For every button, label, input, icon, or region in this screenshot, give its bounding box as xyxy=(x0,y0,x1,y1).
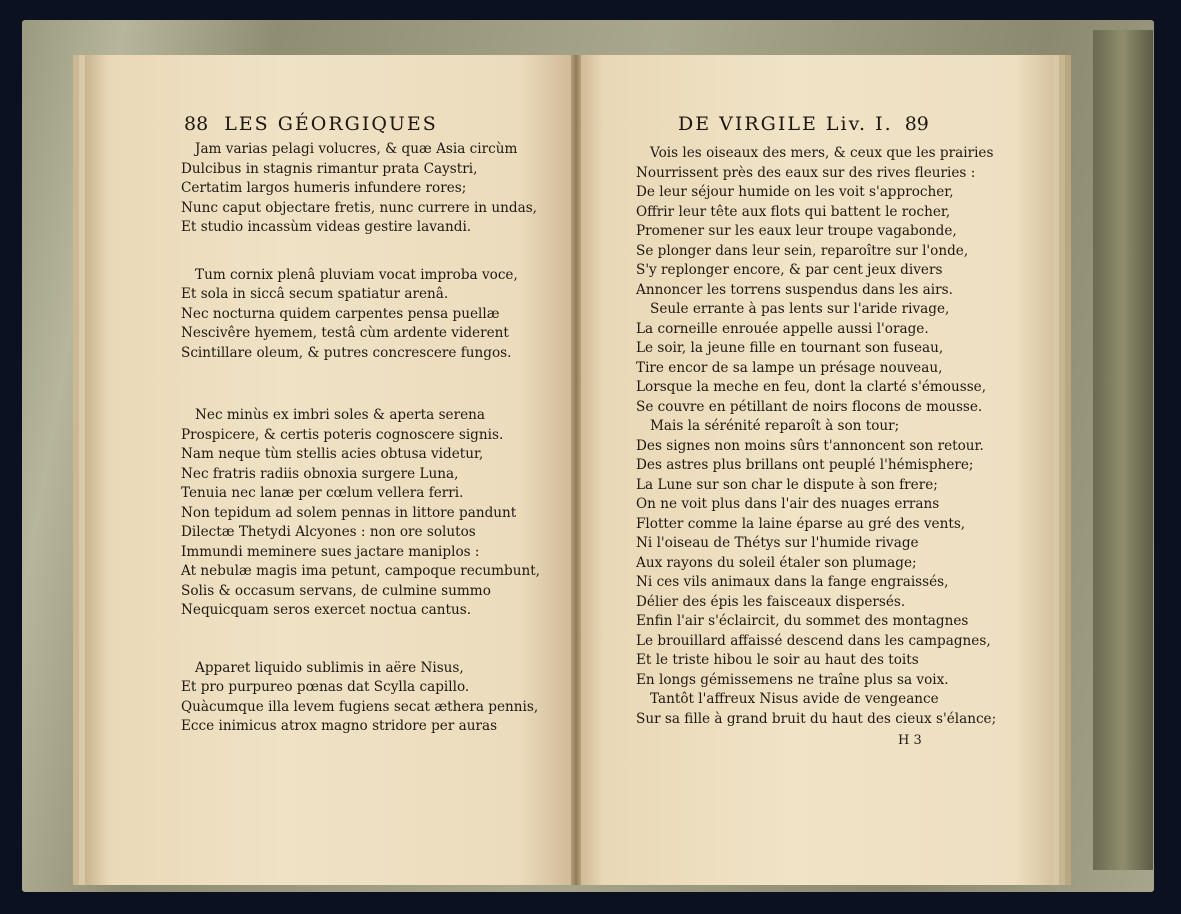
verse-line: S'y replonger encore, & par cent jeux divers xyxy=(636,262,943,278)
verse-line: Flotter comme la laine éparse au gré des vents, xyxy=(636,515,966,532)
verse-line: Quàcumque illa levem fugiens secat æthera pennis, xyxy=(181,698,539,715)
verse-line: Lorsque la meche en feu, dont la clarté s'émousse, xyxy=(636,379,987,395)
verse-line: La Lune sur son char le dispute à son frere; xyxy=(636,476,938,493)
verse-line: Certatim largos humeris infundere rores; xyxy=(181,180,467,196)
verse-line: Dulcibus in stagnis rimantur prata Caystri, xyxy=(181,160,478,177)
verse-line: Le brouillard affaissé descend dans les campagnes, xyxy=(636,632,991,649)
verse-line: Nec minùs ex imbri soles & aperta serena xyxy=(195,407,485,423)
verse-line: Enfin l'air s'éclaircit, du sommet des montagnes xyxy=(636,613,969,629)
verse-line: De leur séjour humide on les voit s'approcher, xyxy=(636,184,954,200)
verse-line: Tire encor de sa lampe un présage nouveau, xyxy=(636,359,943,376)
verse-line: Mais la sérénité reparoît à son tour; xyxy=(650,418,900,434)
left-text-block xyxy=(181,140,540,737)
signature-mark: H 3 xyxy=(898,733,922,748)
verse-line: Nourrissent près des eaux sur des rives fleuries : xyxy=(636,164,976,181)
verse-line: Tantôt l'affreux Nisus avide de vengeance xyxy=(650,691,939,707)
verse-line: Ni ces vils animaux dans la fange engraissés, xyxy=(636,574,949,590)
latin-stanza-1 xyxy=(181,140,540,238)
right-page-header xyxy=(678,113,929,135)
verse-line: Offrir leur tête aux flots qui battent le rocher, xyxy=(636,203,951,220)
verse-line: En longs gémissemens ne traîne plus sa voix. xyxy=(636,671,949,688)
verse-line: Immundi meminere sues jactare maniplos : xyxy=(181,543,480,560)
verse-line: Nec fratris radiis obnoxia surgere Luna, xyxy=(181,465,459,482)
book-gutter xyxy=(571,55,581,885)
verse-line: Et le triste hibou le soir au haut des toits xyxy=(636,652,919,668)
verse-line: Promener sur les eaux leur troupe vagabonde, xyxy=(636,223,957,239)
verse-line: Des signes non moins sûrs t'annoncent son retour. xyxy=(636,437,984,454)
verse-line: Nec nocturna quidem carpentes pensa puellæ xyxy=(181,305,500,322)
verse-line: Annoncer les torrens suspendus dans les airs. xyxy=(636,281,953,298)
verse-line: Sur sa fille à grand bruit du haut des cieux s'élance; xyxy=(636,710,997,727)
verse-line: Délier des épis les faisceaux dispersés. xyxy=(636,593,906,610)
verse-line: Jam varias pelagi volucres, & quæ Asia circùm xyxy=(195,141,518,157)
latin-stanza-2 xyxy=(181,266,540,364)
verse-line: Apparet liquido sublimis in aëre Nisus, xyxy=(195,659,464,676)
left-page-header xyxy=(184,113,438,135)
verse-line: La corneille enrouée appelle aussi l'orage. xyxy=(636,320,929,337)
verse-line: Non tepidum ad solem pennas in littore pandunt xyxy=(181,504,517,521)
verse-line: Nunc caput objectare fretis, nunc currere in undas, xyxy=(181,199,537,216)
verse-line: Seule errante à pas lents sur l'aride rivage, xyxy=(650,301,950,317)
book-spine-edge xyxy=(1093,30,1153,870)
verse-line: Le soir, la jeune fille en tournant son fuseau, xyxy=(636,340,944,356)
verse-line: Dilectæ Thetydi Alcyones : non ore solutos xyxy=(181,524,476,540)
left-page-number: 88 xyxy=(184,113,209,135)
verse-line: Nequicquam seros exercet noctua cantus. xyxy=(181,602,472,618)
right-page-number: 89 xyxy=(904,113,929,135)
verse-line: Vois les oiseaux des mers, & ceux que les prairies xyxy=(650,145,994,161)
verse-line: Tum cornix plenâ pluviam vocat improba voce, xyxy=(195,266,518,283)
verse-line: Se plonger dans leur sein, reparoître sur l'onde, xyxy=(636,242,969,259)
verse-line: Nam neque tùm stellis acies obtusa videtur, xyxy=(181,446,484,462)
verse-line: Et sola in siccâ secum spatiatur arenâ. xyxy=(181,286,449,302)
verse-line: Ni l'oiseau de Thétys sur l'humide rivage xyxy=(636,535,919,551)
right-text-block xyxy=(636,144,996,729)
verse-line: Se couvre en pétillant de noirs flocons de mousse. xyxy=(636,398,983,415)
verse-line: Et pro purpureo pœnas dat Scylla capillo. xyxy=(181,679,470,695)
verse-line: Et studio incassùm videas gestire lavandi. xyxy=(181,219,472,235)
left-running-title: LES GÉORGIQUES xyxy=(224,113,438,135)
verse-line: Scintillare oleum, & putres concrescere fungos. xyxy=(181,344,512,361)
verse-line: Ecce inimicus atrox magno stridore per auras xyxy=(181,718,498,734)
verse-line: On ne voit plus dans l'air des nuages errans xyxy=(636,496,940,512)
right-running-title: DE VIRGILE Liv. I. xyxy=(678,113,893,135)
verse-line: Tenuia nec lanæ per cœlum vellera ferri. xyxy=(181,485,464,501)
latin-stanza-3 xyxy=(181,406,540,621)
verse-line: Nescivêre hyemem, testâ cùm ardente viderent xyxy=(181,325,509,341)
verse-line: Aux rayons du soleil étaler son plumage; xyxy=(636,554,917,571)
verse-line: At nebulæ magis ima petunt, campoque recumbunt, xyxy=(181,563,541,579)
latin-stanza-4 xyxy=(181,659,540,737)
verse-line: Prospicere, & certis poteris cognoscere signis. xyxy=(181,426,504,443)
verse-line: Des astres plus brillans ont peuplé l'hémisphere; xyxy=(636,457,974,473)
verse-line: Solis & occasum servans, de culmine summo xyxy=(181,582,491,599)
